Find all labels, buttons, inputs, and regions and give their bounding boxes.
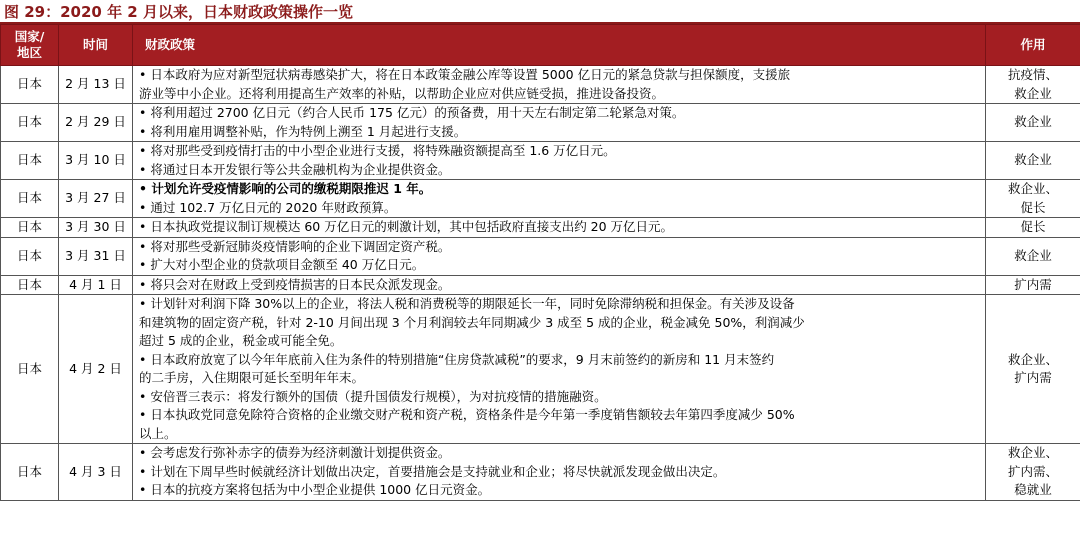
cell-policy [133, 104, 986, 142]
header-date: 时间 [59, 25, 133, 66]
cell-date: 3 月 10 日 [59, 142, 133, 180]
policy-line: • 将通过日本开发银行等公共金融机构为企业提供资金。 [139, 161, 451, 177]
cell-policy [133, 66, 986, 104]
policy-line: • 将对那些受到疫情打击的中小型企业进行支援，将特殊融资额提高至 1.6 万亿日元。 [139, 143, 616, 158]
table-row [1, 104, 1080, 142]
cell-date: 2 月 29 日 [59, 104, 133, 142]
table-header-row [1, 25, 1080, 66]
cell-country: 日本 [1, 218, 59, 238]
cell-country: 日本 [1, 142, 59, 180]
policy-line: 游业等中小企业。还将利用提高生产效率的补贴，以帮助企业应对供应链受损，推进设备投资。 [139, 85, 665, 101]
header-country [1, 25, 59, 66]
header-policy: 财政政策 [133, 25, 986, 66]
cell-date: 4 月 1 日 [59, 275, 133, 295]
policy-line: • 扩大对小型企业的贷款项目金额至 40 万亿日元。 [139, 257, 425, 272]
effect-tag: 救企业、 [1007, 351, 1058, 367]
table-row [1, 142, 1080, 180]
effect-tag: 救企业、 [1007, 445, 1058, 460]
cell-effect [986, 295, 1080, 444]
policy-line: 和建筑物的固定资产税，针对 2-10 月间出现 3 个月利润较去年同期减少 3 成至 5 成的企业，税金减免 50%，利润减少 [139, 314, 805, 330]
policy-line: • 安倍晋三表示：将发行额外的国债（提升国债发行规模），为对抗疫情的措施融资。 [139, 388, 607, 404]
policy-line: • 将对那些受新冠肺炎疫情影响的企业下调固定资产税。 [139, 238, 451, 254]
effect-tag: 促长 [1020, 199, 1046, 215]
table-row [1, 66, 1080, 104]
effect-tag: 抗疫情、 [1007, 67, 1058, 82]
effect-tag: 救企业 [1014, 247, 1052, 263]
cell-policy [133, 237, 986, 275]
cell-effect [986, 66, 1080, 104]
table-row [1, 237, 1080, 275]
table-row [1, 275, 1080, 295]
cell-effect [986, 142, 1080, 180]
header-effect: 作用 [986, 25, 1080, 66]
cell-date: 3 月 31 日 [59, 237, 133, 275]
cell-effect [986, 180, 1080, 218]
cell-effect [986, 104, 1080, 142]
cell-country: 日本 [1, 237, 59, 275]
policy-line: • 日本政府为应对新型冠状病毒感染扩大，将在日本政策金融公库等设置 5000 亿日元的紧急贷款与担保额度，支援旅 [139, 67, 791, 82]
effect-tag: 扩内需 [1014, 276, 1052, 292]
cell-country: 日本 [1, 66, 59, 104]
cell-policy [133, 444, 986, 501]
cell-effect [986, 237, 1080, 275]
effect-tag: 救企业、 [1007, 181, 1058, 196]
effect-tag: 救企业 [1014, 152, 1052, 168]
cell-date: 4 月 3 日 [59, 444, 133, 501]
effect-tag: 稳就业 [1014, 482, 1052, 497]
cell-policy [133, 295, 986, 444]
policy-line: • 日本执政党同意免除符合资格的企业缴交财产税和资产税，资格条件是今年第一季度销售额较去年第四季度减少 50% [139, 407, 795, 422]
policy-line: 以上。 [139, 425, 177, 441]
policy-line: • 日本的抗疫方案将包括为中小型企业提供 1000 亿日元资金。 [139, 482, 491, 497]
policy-line: 超过 5 成的企业，税金或可能全免。 [139, 333, 343, 348]
policy-line: • 通过 102.7 万亿日元的 2020 年财政预算。 [139, 199, 397, 215]
cell-policy [133, 218, 986, 238]
cell-date: 3 月 30 日 [59, 218, 133, 238]
table-row [1, 444, 1080, 501]
table-row [1, 218, 1080, 238]
policy-line: 的二手房，入住期限可延长至明年年末。 [139, 370, 365, 385]
header-country-line1: 国家/ [14, 29, 45, 44]
cell-policy [133, 142, 986, 180]
policy-line: • 将只会对在财政上受到疫情损害的日本民众派发现金。 [139, 276, 451, 292]
policy-line: • 将利用雇用调整补贴，作为特例上溯至 1 月起进行支援。 [139, 123, 467, 139]
policy-line: • 计划允许受疫情影响的公司的缴税期限推迟 1 年。 [139, 181, 432, 196]
policy-table [0, 24, 1080, 501]
policy-line: • 日本政府放宽了以今年年底前入住为条件的特别措施“住房贷款减税”的要求，9 月末前签约的新房和 11 月末签约 [139, 351, 775, 367]
cell-country: 日本 [1, 275, 59, 295]
figure-title: 图 29：2020 年 2 月以来，日本财政政策操作一览 [0, 0, 1080, 24]
policy-line: • 计划在下周早些时候就经济计划做出决定，首要措施会是支持就业和企业；将尽快就派发现金做出决定。 [139, 463, 726, 479]
cell-country: 日本 [1, 295, 59, 444]
cell-effect [986, 275, 1080, 295]
table-row [1, 180, 1080, 218]
effect-tag: 扩内需 [1014, 370, 1052, 385]
cell-date: 4 月 2 日 [59, 295, 133, 444]
header-country-line2: 地区 [16, 45, 42, 60]
policy-line: • 日本执政党提议制订规模达 60 万亿日元的刺激计划，其中包括政府直接支出约 20 万亿日元。 [139, 219, 674, 234]
cell-policy [133, 180, 986, 218]
effect-tag: 救企业 [1014, 85, 1052, 101]
cell-policy [133, 275, 986, 295]
policy-line: • 计划针对利润下降 30%以上的企业，将法人税和消费税等的期限延长一年，同时免除滞纳税和担保金。有关涉及设备 [139, 296, 795, 311]
cell-date: 3 月 27 日 [59, 180, 133, 218]
cell-country: 日本 [1, 444, 59, 501]
effect-tag: 促长 [1020, 219, 1046, 234]
cell-effect [986, 444, 1080, 501]
effect-tag: 扩内需、 [1007, 463, 1058, 479]
policy-line: • 将利用超过 2700 亿日元（约合人民币 175 亿元）的预备费，用十天左右制定第二轮紧急对策。 [139, 105, 685, 120]
cell-country: 日本 [1, 104, 59, 142]
policy-line: • 会考虑发行弥补赤字的债券为经济刺激计划提供资金。 [139, 445, 451, 460]
table-row [1, 295, 1080, 444]
cell-date: 2 月 13 日 [59, 66, 133, 104]
effect-tag: 救企业 [1014, 114, 1052, 130]
cell-effect [986, 218, 1080, 238]
cell-country: 日本 [1, 180, 59, 218]
